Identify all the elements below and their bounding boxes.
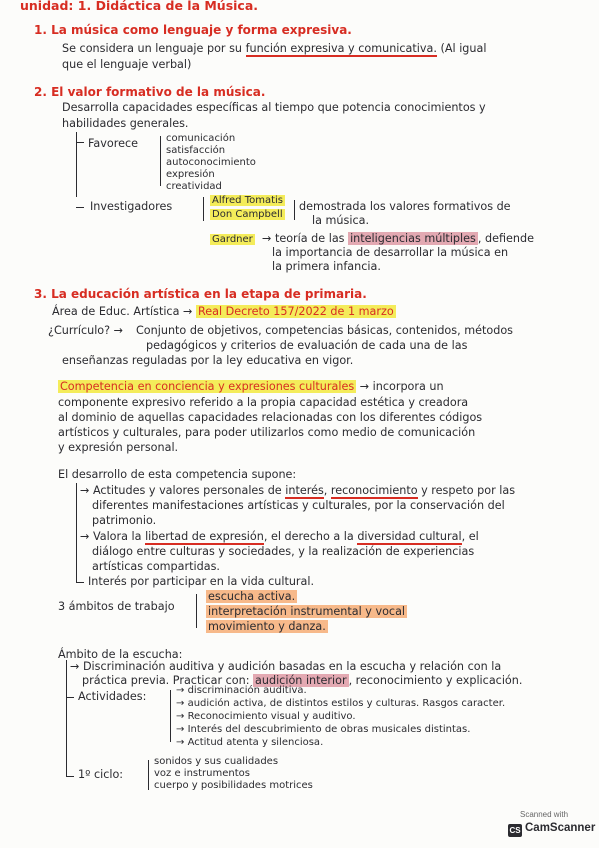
supone-item-3: Interés por participar en la vida cultural. bbox=[88, 575, 315, 588]
favorece-label: Favorece bbox=[88, 137, 138, 150]
investigadores-label: Investigadores bbox=[90, 200, 173, 213]
multiple-intelligences-highlight: inteligencias múltiples bbox=[350, 232, 476, 245]
competencia-line-2: componente expresivo referido a la propia capacidad estética y creadora bbox=[58, 396, 469, 409]
escucha-disc-line-2: práctica previa. Practicar con: audición interior , reconocimiento y explicación. bbox=[82, 674, 523, 687]
curriculo-line-2: pedagógicos y criterios de evaluación de cada una de las bbox=[146, 339, 468, 352]
unit-number: 1. bbox=[77, 0, 92, 13]
competencia-line-5: y expresión personal. bbox=[58, 441, 179, 454]
researcher-tomatis: Alfred Tomatis bbox=[212, 195, 284, 206]
ciclo-item: sonidos y sus cualidades bbox=[154, 756, 279, 767]
section-3-title: 3. La educación artística en la etapa de primaria. bbox=[34, 287, 367, 301]
demostrada-line-1: demostrada los valores formativos de bbox=[299, 200, 511, 213]
ambito-item: escucha activa. bbox=[208, 590, 296, 603]
gardner-line-3: la primera infancia. bbox=[272, 260, 381, 273]
ciclo-item: cuerpo y posibilidades motrices bbox=[154, 780, 313, 791]
unit-header bbox=[20, 0, 258, 12]
ciclo-label: 1º ciclo: bbox=[78, 768, 124, 781]
ambito-item: movimiento y danza. bbox=[208, 620, 326, 633]
gardner-line-1: → teoría de las inteligencias múltiples , defiende bbox=[262, 232, 534, 245]
competencia-line-3: al dominio de aquellas capacidades relacionadas con los diferentes códigos bbox=[58, 411, 483, 424]
escucha-disc-line-1: → Discriminación auditiva y audición basadas en la escucha y relación con la bbox=[70, 660, 502, 673]
gardner-line-2: la importancia de desarrollar la música en bbox=[272, 246, 509, 259]
section-2-title: 2. El valor formativo de la música. bbox=[34, 85, 266, 99]
supone-item-2-line-3: artísticas compartidas. bbox=[92, 560, 220, 573]
researcher-gardner: Gardner bbox=[212, 234, 253, 245]
audicion-interior-highlight: audición interior bbox=[255, 674, 347, 687]
actividades-label: Actividades: bbox=[78, 690, 147, 703]
supone-item-1-line-1: → Actitudes y valores personales de interés, reconocimiento y respeto por las bbox=[80, 484, 516, 497]
camscanner-logo-icon: CS bbox=[509, 826, 521, 835]
ambito-item: interpretación instrumental y vocal bbox=[208, 605, 406, 618]
actividad-item: → Interés del descubrimiento de obras musicales distintas. bbox=[176, 724, 471, 735]
escucha-tree-line bbox=[66, 660, 67, 777]
desarrollo-title: El desarrollo de esta competencia supone: bbox=[58, 468, 297, 481]
ciclo-brace bbox=[148, 760, 149, 790]
researcher-campbell: Don Campbell bbox=[212, 209, 283, 220]
scanned-with-text: Scanned with bbox=[520, 810, 569, 819]
ambitos-brace bbox=[196, 594, 197, 628]
curriculo-label: ¿Currículo? → bbox=[48, 324, 124, 337]
area-line: Área de Educ. Artística → Real Decreto 157/2022 de 1 marzo bbox=[52, 305, 394, 318]
camscanner-badge bbox=[504, 808, 596, 841]
supone-item-2-line-1: → Valora la libertad de expresión, el derecho a la diversidad cultural, el bbox=[80, 530, 479, 543]
ciclo-item: voz e instrumentos bbox=[154, 768, 250, 779]
supone-item-1-line-2: diferentes manifestaciones artísticas y culturales, por la conservación del bbox=[92, 499, 505, 512]
real-decreto-highlight: Real Decreto 157/2022 de 1 marzo bbox=[197, 305, 394, 318]
competencia-highlight: Competencia en conciencia y expresiones culturales bbox=[60, 380, 355, 393]
escucha-title: Ámbito de la escucha: bbox=[58, 648, 183, 661]
favorece-item: autoconocimiento bbox=[166, 157, 256, 168]
actividad-item: → Actitud atenta y silenciosa. bbox=[176, 737, 324, 748]
favorece-brace bbox=[160, 136, 161, 186]
competencia-line-1: Competencia en conciencia y expresiones culturales → incorpora un bbox=[60, 380, 444, 393]
expressive-function-underline: función expresiva y comunicativa. bbox=[245, 42, 437, 55]
actividad-item: → audición activa, de distintos estilos y culturas. Rasgos caracter. bbox=[176, 698, 506, 709]
supone-item-1-line-3: patrimonio. bbox=[92, 514, 157, 527]
demostrada-line-2: la música. bbox=[312, 214, 370, 227]
actividad-item: → discriminación auditiva. bbox=[176, 685, 307, 696]
actividades-brace bbox=[170, 690, 171, 742]
curriculo-line-1: Conjunto de objetivos, competencias básicas, contenidos, métodos bbox=[136, 324, 514, 337]
desarrollo-tree-line bbox=[76, 483, 77, 583]
section-1-line-1: Se considera un lenguaje por su función expresiva y comunicativa. (Al igual bbox=[62, 42, 487, 55]
ambitos-label: 3 ámbitos de trabajo bbox=[58, 600, 175, 613]
section-1-line-2: que el lenguaje verbal) bbox=[62, 58, 192, 71]
investigadores-brace bbox=[203, 197, 204, 221]
camscanner-name: CamScanner bbox=[525, 822, 596, 834]
section-1-title: 1. La música como lenguaje y forma expresiva. bbox=[34, 23, 352, 37]
curriculo-line-3: enseñanzas reguladas por la ley educativa en vigor. bbox=[62, 354, 354, 367]
favorece-item: comunicación bbox=[166, 133, 236, 144]
section-2-line-2: habilidades generales. bbox=[62, 117, 189, 130]
competencia-line-4: artísticos y culturales, para poder utilizarlos como medio de comunicación bbox=[58, 426, 476, 439]
favorece-item: satisfacción bbox=[166, 145, 226, 156]
supone-item-2-line-2: diálogo entre culturas y sociedades, y la realización de experiencias bbox=[92, 545, 475, 558]
actividad-item: → Reconocimiento visual y auditivo. bbox=[176, 711, 356, 722]
favorece-item: creatividad bbox=[166, 181, 222, 192]
unit-label: unidad: bbox=[20, 0, 74, 13]
section-2-line-1: Desarrolla capacidades específicas al tiempo que potencia conocimientos y bbox=[62, 101, 486, 114]
favorece-item: expresión bbox=[166, 169, 215, 180]
unit-title: Didáctica de la Música. bbox=[95, 0, 259, 13]
